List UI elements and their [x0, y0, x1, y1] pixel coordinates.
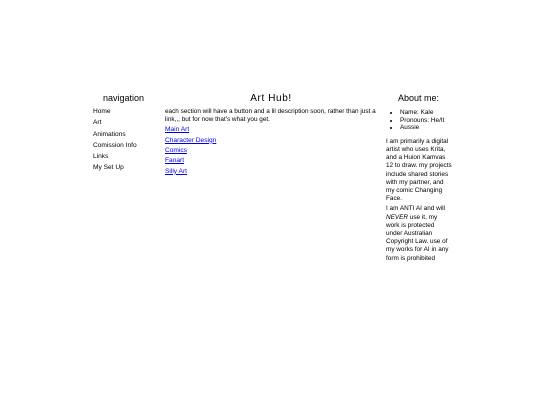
about-paragraph-art: I am primarily a digital artist who uses Krita, and a Huion Kamvas 12 to draw. my projects include shared stories with my partner, and my comic Changing Face.	[386, 137, 452, 203]
page-title: Art Hub!	[250, 93, 292, 104]
about-title: About me:	[398, 93, 440, 103]
link-character-design[interactable]: Character Design	[165, 136, 217, 144]
about-panel	[386, 93, 452, 265]
nav-item-animations[interactable]: Animations	[93, 130, 126, 138]
ai-text-end: use it, my work is protected under Australian Copyright Law. use of my works for AI in any form is prohibited	[386, 213, 449, 262]
link-comics[interactable]: Comics	[165, 147, 187, 154]
navigation-title: navigation	[103, 93, 145, 103]
section-description: each section will have a button and a lil description soon, rather than just a link,,, but for now that's what you get.	[165, 108, 376, 124]
nav-item-links[interactable]: Links	[93, 153, 109, 161]
ai-text-start: I am ANTI AI and will	[386, 205, 445, 213]
nav-item-art[interactable]: Art	[93, 119, 102, 127]
about-paragraph-ai	[386, 205, 452, 262]
nav-item-home[interactable]: Home	[93, 108, 111, 115]
about-list-item-pronouns: • Pronouns: He/It	[400, 117, 452, 125]
nav-item-my-set-up[interactable]: My Set Up	[93, 164, 124, 172]
nav-item-comission-info[interactable]: Comission Info	[93, 141, 137, 149]
main-content	[165, 93, 377, 177]
link-fanart[interactable]: Fanart	[165, 157, 185, 165]
about-list	[386, 109, 452, 132]
about-list-item-nationality: • Aussie	[400, 124, 452, 132]
about-list-item-name: • Name: Kale	[400, 109, 452, 117]
ai-text-emphasis: NEVER	[386, 213, 409, 221]
link-silly-art[interactable]: Silly Art	[165, 167, 187, 175]
navigation-panel	[93, 93, 153, 174]
link-main-art[interactable]: Main Art	[165, 126, 190, 134]
